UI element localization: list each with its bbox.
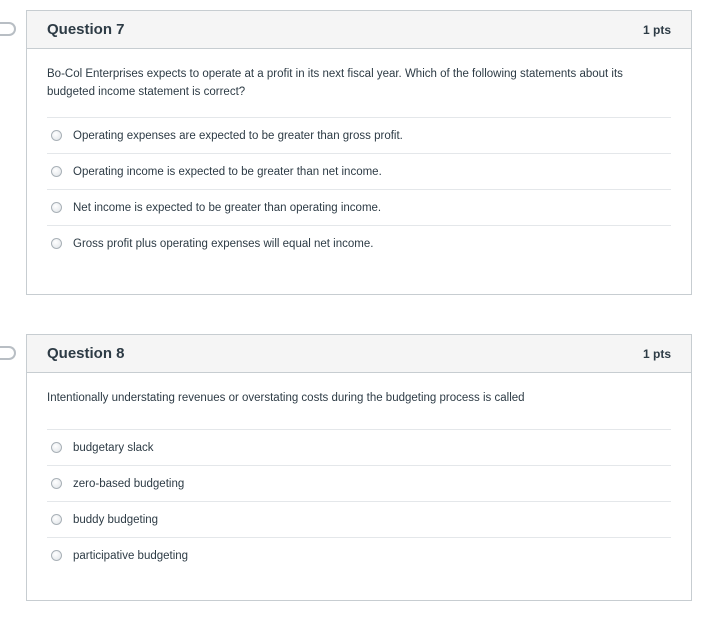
radio-button-icon[interactable] bbox=[51, 202, 62, 213]
radio-button-icon[interactable] bbox=[51, 130, 62, 141]
answer-option[interactable] bbox=[47, 537, 671, 573]
question-header bbox=[27, 335, 691, 373]
question-text: Intentionally understating revenues or overstating costs during the budgeting process is called bbox=[47, 392, 525, 404]
answer-label: zero-based budgeting bbox=[73, 477, 185, 490]
question-title: Question 8 bbox=[47, 345, 125, 362]
answer-label: Operating expenses are expected to be greater than gross profit. bbox=[73, 129, 403, 142]
radio-button-icon[interactable] bbox=[51, 238, 62, 249]
radio-button-icon[interactable] bbox=[51, 478, 62, 489]
question-points: 1 pts bbox=[642, 346, 671, 361]
question-points: 1 pts bbox=[642, 22, 671, 37]
question-card-7 bbox=[26, 10, 692, 295]
question-card-8 bbox=[26, 334, 692, 601]
radio-button-icon[interactable] bbox=[51, 442, 62, 453]
answer-option[interactable] bbox=[47, 501, 671, 537]
answer-label: Gross profit plus operating expenses will equal net income. bbox=[73, 237, 374, 250]
answer-option[interactable] bbox=[47, 465, 671, 501]
question-title: Question 7 bbox=[47, 21, 125, 38]
answer-label: Operating income is expected to be greater than net income. bbox=[73, 165, 382, 178]
answer-option[interactable] bbox=[47, 225, 671, 261]
radio-button-icon[interactable] bbox=[51, 166, 62, 177]
flag-question-icon[interactable] bbox=[0, 346, 16, 360]
answer-option[interactable] bbox=[47, 117, 671, 153]
answer-option[interactable] bbox=[47, 189, 671, 225]
radio-button-icon[interactable] bbox=[51, 514, 62, 525]
answer-label: buddy budgeting bbox=[73, 513, 159, 526]
answer-label: Net income is expected to be greater than operating income. bbox=[73, 201, 382, 214]
answer-list bbox=[47, 117, 671, 261]
answer-option[interactable] bbox=[47, 153, 671, 189]
question-body bbox=[27, 49, 691, 277]
answer-label: budgetary slack bbox=[73, 441, 154, 454]
question-text: Bo-Col Enterprises expects to operate at a profit in its next fiscal year. Which of the following statements about its budgeted income statement is correct? bbox=[47, 68, 623, 98]
question-body bbox=[27, 373, 691, 589]
answer-label: participative budgeting bbox=[73, 549, 189, 562]
answer-list bbox=[47, 429, 671, 573]
radio-button-icon[interactable] bbox=[51, 550, 62, 561]
flag-question-icon[interactable] bbox=[0, 22, 16, 36]
question-header bbox=[27, 11, 691, 49]
answer-option[interactable] bbox=[47, 429, 671, 465]
